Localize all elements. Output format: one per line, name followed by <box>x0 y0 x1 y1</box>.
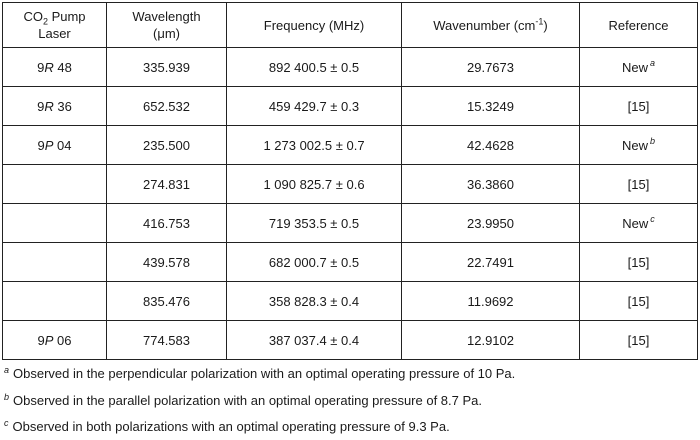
cell-frequency: 1 090 825.7 ± 0.6 <box>227 165 402 204</box>
cell-reference: [15] <box>580 165 698 204</box>
cell-pump-laser: 9P 06 <box>3 321 107 360</box>
cell-pump-laser <box>3 165 107 204</box>
cell-wavelength: 416.753 <box>107 204 227 243</box>
cell-wavelength: 335.939 <box>107 48 227 87</box>
cell-wavenumber: 36.3860 <box>402 165 580 204</box>
cell-frequency: 892 400.5 ± 0.5 <box>227 48 402 87</box>
reference-footnote-mark: a <box>650 58 656 69</box>
cell-wavenumber: 42.4628 <box>402 126 580 165</box>
table-header-row <box>3 3 698 48</box>
footnote-b: $^b$ Observed in the parallel polarization with an optimal operating pressure of 8.7 Pa. <box>4 391 483 408</box>
table-row <box>3 282 698 321</box>
cell-pump-laser <box>3 243 107 282</box>
cell-frequency: 719 353.5 ± 0.5 <box>227 204 402 243</box>
cell-wavelength: 652.532 <box>107 87 227 126</box>
cell-reference: [15] <box>580 243 698 282</box>
cell-wavelength: 774.583 <box>107 321 227 360</box>
cell-frequency: 387 037.4 ± 0.4 <box>227 321 402 360</box>
cell-wavenumber: 12.9102 <box>402 321 580 360</box>
cell-wavenumber: 22.7491 <box>402 243 580 282</box>
header-wavenumber: Wavenumber $(cm^{-1})$ <box>402 3 580 48</box>
cell-pump-laser: 9R 36 <box>3 87 107 126</box>
cell-reference: [15] <box>580 87 698 126</box>
cell-wavelength: 439.578 <box>107 243 227 282</box>
cell-reference: [15] <box>580 282 698 321</box>
footnote-a: $^a$ Observed in the perpendicular polarization with an optimal operating pressure of 10 Pa. <box>4 364 516 381</box>
reference-footnote-mark: c <box>650 214 655 225</box>
cell-wavelength: 274.831 <box>107 165 227 204</box>
cell-reference: [15] <box>580 321 698 360</box>
cell-pump-laser: 9P 04 <box>3 126 107 165</box>
cell-wavenumber: 11.9692 <box>402 282 580 321</box>
table-row <box>3 126 698 165</box>
header-reference: Reference <box>580 3 698 48</box>
header-frequency: Frequency (MHz) <box>227 3 402 48</box>
laser-lines-table-container <box>2 2 697 360</box>
table-row <box>3 321 698 360</box>
cell-pump-laser <box>3 204 107 243</box>
cell-frequency: 682 000.7 ± 0.5 <box>227 243 402 282</box>
cell-frequency: 459 429.7 ± 0.3 <box>227 87 402 126</box>
cell-reference: New $^c$ <box>580 204 698 243</box>
reference-footnote-mark: b <box>650 136 656 147</box>
table-row <box>3 243 698 282</box>
table-row <box>3 165 698 204</box>
cell-pump-laser <box>3 282 107 321</box>
laser-lines-table <box>2 2 698 360</box>
cell-wavelength: 235.500 <box>107 126 227 165</box>
table-row <box>3 48 698 87</box>
cell-wavelength: 835.476 <box>107 282 227 321</box>
cell-wavenumber: 29.7673 <box>402 48 580 87</box>
header-wavelength: Wavelength (μm) <box>107 3 227 48</box>
table-body <box>3 48 698 360</box>
cell-wavenumber: 23.9950 <box>402 204 580 243</box>
header-pump-laser: $CO_2$ Pump Laser <box>3 3 107 48</box>
cell-pump-laser: 9R 48 <box>3 48 107 87</box>
cell-frequency: 1 273 002.5 ± 0.7 <box>227 126 402 165</box>
cell-reference: New $^b$ <box>580 126 698 165</box>
cell-wavenumber: 15.3249 <box>402 87 580 126</box>
footnote-c: $^c$ Observed in both polarizations with an optimal operating pressure of 9.3 Pa. <box>4 417 450 434</box>
cell-frequency: 358 828.3 ± 0.4 <box>227 282 402 321</box>
table-row <box>3 87 698 126</box>
cell-reference: New $^a$ <box>580 48 698 87</box>
table-row <box>3 204 698 243</box>
